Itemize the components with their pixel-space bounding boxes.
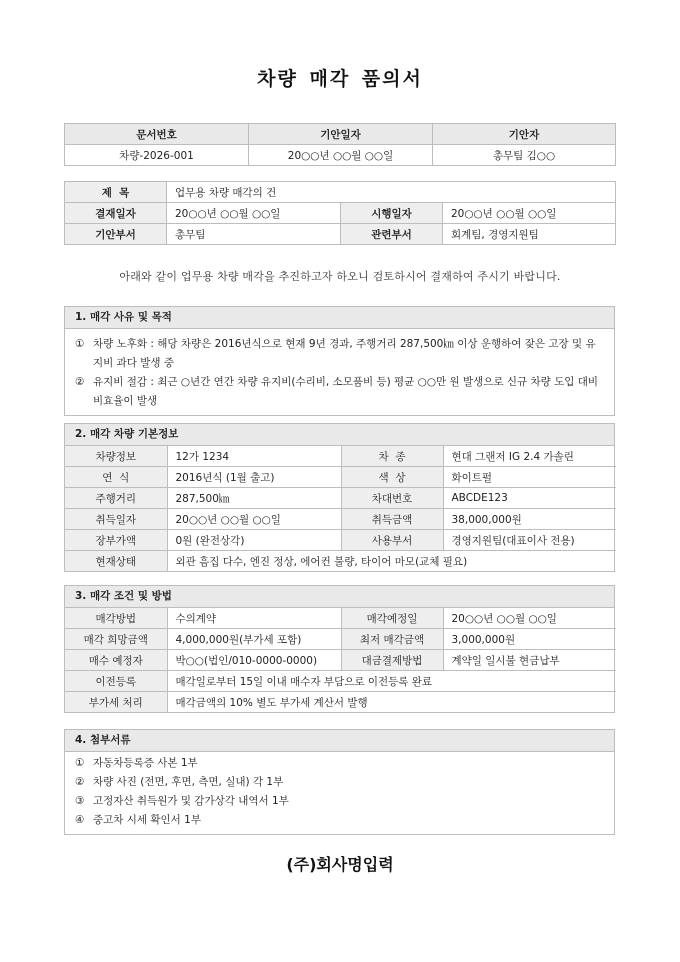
item-text: 자동차등록증 사본 1부 <box>93 757 198 769</box>
approval-date-value: 20○○년 ○○월 ○○일 <box>167 203 341 224</box>
item-text: 중고차 시세 확인서 1부 <box>93 814 201 826</box>
list-item <box>75 335 604 373</box>
cell-label: 대금결제방법 <box>341 650 443 671</box>
section-attachments-title: 4. 첨부서류 <box>65 730 614 752</box>
cell-value: 계약일 일시불 현금납부 <box>443 650 616 671</box>
doc-number-value: 차량-2026-001 <box>65 145 249 166</box>
cell-label: 연 식 <box>65 467 167 488</box>
section-vehicle-title: 2. 매각 차량 기본정보 <box>65 424 614 446</box>
cell-label: 매각예정일 <box>341 608 443 629</box>
cell-label: 최저 매각금액 <box>341 629 443 650</box>
item-number: ④ <box>75 814 85 826</box>
cell-label: 장부가액 <box>65 530 167 551</box>
cell-label: 차량정보 <box>65 446 167 467</box>
item-text: 차량 사진 (전면, 후면, 측면, 실내) 각 1부 <box>93 776 284 788</box>
cell-value: 박○○(법인/010-0000-0000) <box>167 650 341 671</box>
transfer-value: 매각일로부터 15일 이내 매수자 부담으로 이전등록 완료 <box>167 671 616 692</box>
cell-label: 차대번호 <box>341 488 443 509</box>
effective-date-label: 시행일자 <box>341 203 443 224</box>
cell-value: 2016년식 (1월 출고) <box>167 467 341 488</box>
list-item <box>75 792 604 811</box>
cell-value: ABCDE123 <box>443 488 616 509</box>
vehicle-info-table <box>65 446 616 571</box>
cell-value: 3,000,000원 <box>443 629 616 650</box>
cell-label: 취득일자 <box>65 509 167 530</box>
document-title: 차량 매각 품의서 <box>257 68 423 90</box>
subject-label: 제 목 <box>65 182 167 203</box>
cell-label: 사용부서 <box>341 530 443 551</box>
list-item <box>75 773 604 792</box>
vat-label: 부가세 처리 <box>65 692 167 713</box>
company-name: (주)회사명입력 <box>286 855 394 874</box>
item-text: 유지비 절감 : 최근 ○년간 연간 차량 유지비(수리비, 소모품비 등) 평균 ○○만 원 발생으로 신규 차량 도입 대비 비효율이 발생 <box>93 376 599 407</box>
list-item <box>75 754 604 773</box>
drafter-value: 총무팀 김○○ <box>433 145 616 166</box>
cell-value: 12가 1234 <box>167 446 341 467</box>
cell-label: 색 상 <box>341 467 443 488</box>
cell-value: 수의계약 <box>167 608 341 629</box>
status-label: 현재상태 <box>65 551 167 572</box>
cell-label: 매각 희망금액 <box>65 629 167 650</box>
sale-conditions-table <box>65 608 616 712</box>
drafter-header: 기안자 <box>433 124 616 145</box>
cell-value: 0원 (완전상각) <box>167 530 341 551</box>
related-dept-label: 관련부서 <box>341 224 443 245</box>
transfer-label: 이전등록 <box>65 671 167 692</box>
cell-value: 경영지원팀(대표이사 전용) <box>443 530 616 551</box>
list-item <box>75 373 604 411</box>
cell-label: 취득금액 <box>341 509 443 530</box>
draft-dept-value: 총무팀 <box>167 224 341 245</box>
approval-date-label: 결재일자 <box>65 203 167 224</box>
item-number: ② <box>75 376 85 388</box>
item-number: ③ <box>75 795 85 807</box>
item-text: 차량 노후화 : 해당 차량은 2016년식으로 현재 9년 경과, 주행거리 287,500㎞ 이상 운행하여 잦은 고장 및 유지비 과다 발생 중 <box>93 338 596 369</box>
doc-info-table <box>64 123 616 166</box>
section-attachments <box>64 729 615 835</box>
section-vehicle-info <box>64 423 615 572</box>
meta-table <box>64 181 616 245</box>
cell-label: 차 종 <box>341 446 443 467</box>
item-number: ② <box>75 776 85 788</box>
item-number: ① <box>75 338 85 350</box>
cell-value: 38,000,000원 <box>443 509 616 530</box>
section-reason <box>64 306 615 416</box>
status-value: 외관 흠집 다수, 엔진 정상, 에어컨 불량, 타이어 마모(교체 필요) <box>167 551 616 572</box>
effective-date-value: 20○○년 ○○월 ○○일 <box>443 203 616 224</box>
section-sale-conditions <box>64 585 615 713</box>
cell-value: 화이트펄 <box>443 467 616 488</box>
item-text: 고정자산 취득원가 및 감가상각 내역서 1부 <box>93 795 289 807</box>
subject-value: 업무용 차량 매각의 건 <box>167 182 616 203</box>
draft-date-header: 기안일자 <box>249 124 433 145</box>
intro-text: 아래와 같이 업무용 차량 매각을 추진하고자 하오니 검토하시어 결재하여 주시기 바랍니다. <box>119 270 561 283</box>
draft-dept-label: 기안부서 <box>65 224 167 245</box>
cell-label: 주행거리 <box>65 488 167 509</box>
cell-value: 현대 그랜저 IG 2.4 가솔린 <box>443 446 616 467</box>
doc-number-header: 문서번호 <box>65 124 249 145</box>
vat-value: 매각금액의 10% 별도 부가세 계산서 발행 <box>167 692 616 713</box>
section-sale-title: 3. 매각 조건 및 방법 <box>65 586 614 608</box>
cell-value: 4,000,000원(부가세 포함) <box>167 629 341 650</box>
cell-value: 20○○년 ○○월 ○○일 <box>167 509 341 530</box>
cell-value: 287,500㎞ <box>167 488 341 509</box>
related-dept-value: 회계팀, 경영지원팀 <box>443 224 616 245</box>
section-reason-title: 1. 매각 사유 및 목적 <box>65 307 614 329</box>
item-number: ① <box>75 757 85 769</box>
cell-value: 20○○년 ○○월 ○○일 <box>443 608 616 629</box>
cell-label: 매각방법 <box>65 608 167 629</box>
list-item <box>75 811 604 830</box>
cell-label: 매수 예정자 <box>65 650 167 671</box>
draft-date-value: 20○○년 ○○월 ○○일 <box>249 145 433 166</box>
